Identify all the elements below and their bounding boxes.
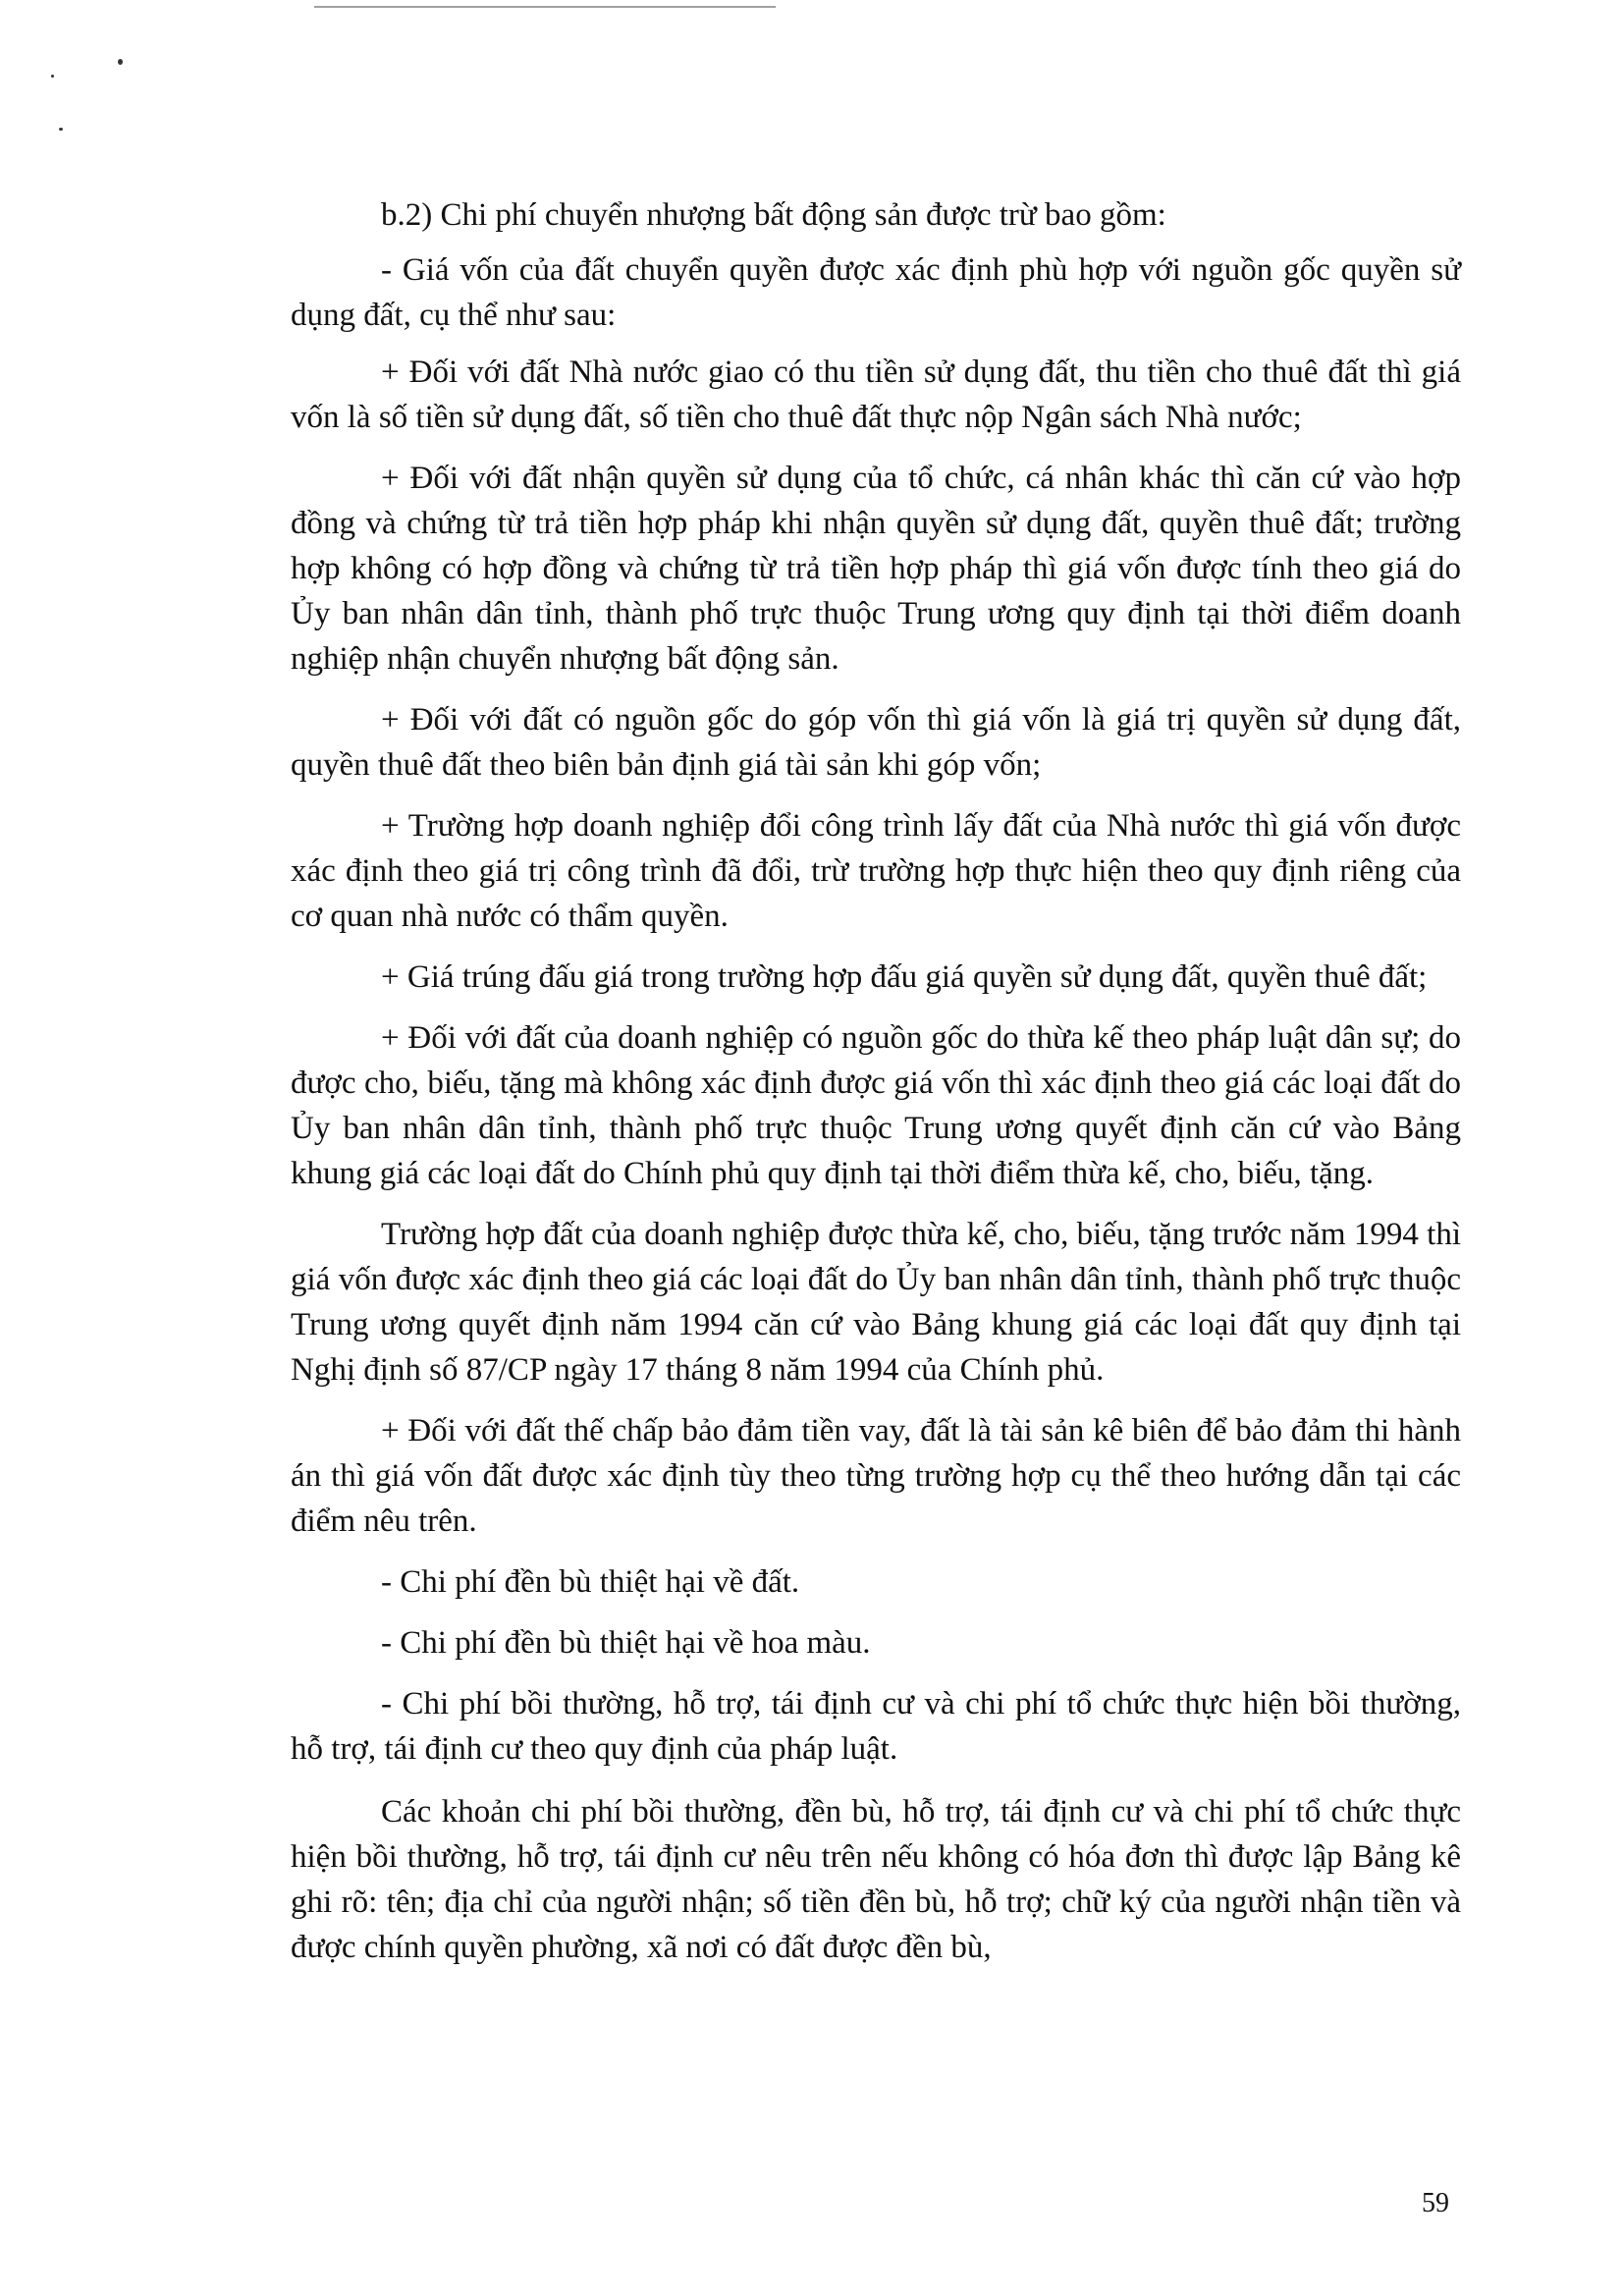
paragraph: Các khoản chi phí bồi thường, đền bù, hỗ trợ, tái định cư và chi phí tổ chức thực hiện bồi thường, hỗ trợ, tái định cư nêu trên nếu không có hóa đơn thì được lập Bảng kê ghi rõ: tên; địa chỉ của người nhận; số tiền đền bù, hỗ trợ; chữ ký của người nhận tiền và được chính quyền phường, xã nơi có đất được đền bù, [291, 1794, 1461, 1965]
scan-edge-line [314, 6, 776, 8]
paragraph: - Chi phí bồi thường, hỗ trợ, tái định cư và chi phí tổ chức thực hiện bồi thường, hỗ trợ, tái định cư theo quy định của pháp luật. [291, 1686, 1461, 1767]
scan-speck [118, 59, 123, 65]
paragraph: + Đối với đất có nguồn gốc do góp vốn thì giá vốn là giá trị quyền sử dụng đất, quyền thuê đất theo biên bản định giá tài sản khi góp vốn; [291, 702, 1461, 783]
paragraph: + Đối với đất của doanh nghiệp có nguồn gốc do thừa kế theo pháp luật dân sự; do được cho, biếu, tặng mà không xác định được giá vốn thì xác định theo giá các loại đất do Ủy ban nhân dân tỉnh, thành phố trực thuộc Trung ương quyết định căn cứ vào Bảng khung giá các loại đất do Chính phủ quy định tại thời điểm thừa kế, cho, biếu, tặng. [291, 1020, 1461, 1191]
scan-speck [59, 128, 63, 131]
paragraph: + Trường hợp doanh nghiệp đổi công trình lấy đất của Nhà nước thì giá vốn được xác định theo giá trị công trình đã đổi, trừ trường hợp thực hiện theo quy định riêng của cơ quan nhà nước có thẩm quyền. [291, 808, 1461, 934]
paragraph: Trường hợp đất của doanh nghiệp được thừa kế, cho, biếu, tặng trước năm 1994 thì giá vốn được xác định theo giá các loại đất do Ủy ban nhân dân tỉnh, thành phố trực thuộc Trung ương quyết định năm 1994 căn cứ vào Bảng khung giá các loại đất quy định tại Nghị định số 87/CP ngày 17 tháng 8 năm 1994 của Chính phủ. [291, 1217, 1461, 1388]
document-body [291, 192, 1461, 1970]
paragraph: + Đối với đất Nhà nước giao có thu tiền sử dụng đất, thu tiền cho thuê đất thì giá vốn là số tiền sử dụng đất, số tiền cho thuê đất thực nộp Ngân sách Nhà nước; [291, 355, 1461, 435]
paragraph: - Chi phí đền bù thiệt hại về hoa màu. [381, 1625, 871, 1661]
paragraph: - Chi phí đền bù thiệt hại về đất. [381, 1564, 800, 1600]
scan-speck [51, 75, 54, 78]
paragraph: + Giá trúng đấu giá trong trường hợp đấu giá quyền sử dụng đất, quyền thuê đất; [381, 959, 1428, 995]
section-heading: b.2) Chi phí chuyển nhượng bất động sản được trừ bao gồm: [381, 197, 1166, 233]
paragraph: - Giá vốn của đất chuyển quyền được xác định phù hợp với nguồn gốc quyền sử dụng đất, cụ thể như sau: [291, 252, 1461, 333]
paragraph: + Đối với đất thế chấp bảo đảm tiền vay, đất là tài sản kê biên để bảo đảm thi hành án thì giá vốn đất được xác định tùy theo từng trường hợp cụ thể theo hướng dẫn tại các điểm nêu trên. [291, 1413, 1461, 1539]
page-number: 59 [1422, 2188, 1449, 2218]
paragraph: + Đối với đất nhận quyền sử dụng của tổ chức, cá nhân khác thì căn cứ vào hợp đồng và chứng từ trả tiền hợp pháp khi nhận quyền sử dụng đất, quyền thuê đất; trường hợp không có hợp đồng và chứng từ trả tiền hợp pháp thì giá vốn được tính theo giá do Ủy ban nhân dân tỉnh, thành phố trực thuộc Trung ương quy định tại thời điểm doanh nghiệp nhận chuyển nhượng bất động sản. [291, 461, 1461, 677]
